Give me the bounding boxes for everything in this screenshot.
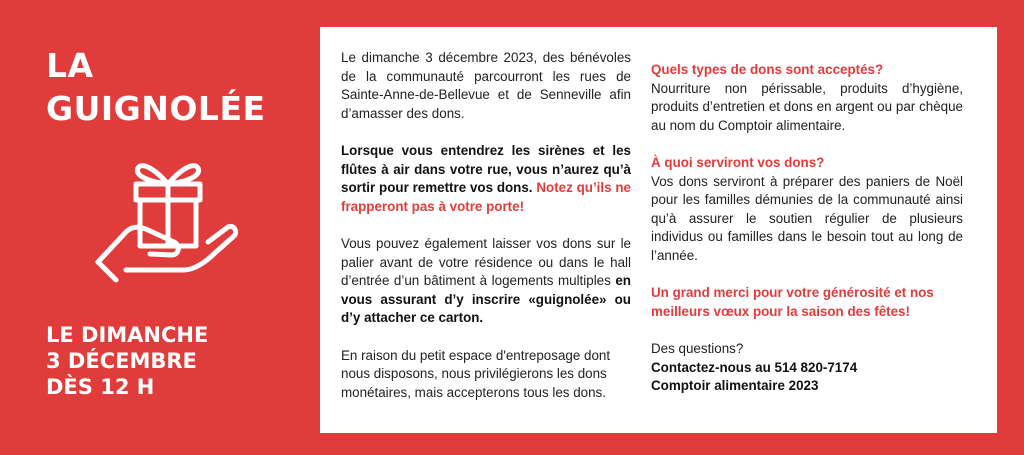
info-card xyxy=(320,27,997,433)
questions-label: Des questions? xyxy=(651,340,744,356)
drop-off-instruction: en vous assurant d’y inscrire «guignolée» ou d’y attacher ce carton. xyxy=(341,273,631,326)
title-line-2: GUIGNOLÉE xyxy=(46,89,266,128)
storage-paragraph: En raison du petit espace d'entreposage dont nous disposons, nous privilégierons les dons monétaires, mais accepterons tous les dons. xyxy=(341,347,611,400)
faq-accepted-heading: Quels types de dons sont acceptés? xyxy=(651,62,884,77)
no-knock-note: Notez qu’ils ne frapperont pas à votre porte! xyxy=(341,180,631,214)
date-line-2: 3 DÉCEMBRE xyxy=(46,349,197,373)
faq-accepted xyxy=(651,61,963,135)
drop-off-text: Vous pouvez également laisser vos dons sur le palier avant de votre résidence ou dans le hall d’entrée d’un bâtiment à logements multiples xyxy=(341,235,631,289)
date-line-3: DÈS 12 H xyxy=(46,375,155,399)
event-date xyxy=(46,322,208,400)
faq-usage xyxy=(651,154,963,266)
faq-usage-answer: Vos dons serviront à préparer des paniers de Noël pour les familles démunies de la communauté ainsi qu’à assurer le soutien régulier de plusieurs individus ou familles dans le besoin tout au long de l’année. xyxy=(651,173,963,263)
info-column-left xyxy=(341,49,631,421)
page-title xyxy=(46,44,266,130)
organization-name: Comptoir alimentaire 2023 xyxy=(651,378,819,394)
gift-in-hand-icon xyxy=(88,152,248,302)
faq-usage-heading: À quoi serviront vos dons? xyxy=(651,154,825,170)
title-line-1: LA xyxy=(46,46,94,85)
left-panel xyxy=(0,0,320,455)
info-column-right xyxy=(651,49,963,414)
faq-accepted-answer: Nourriture non périssable, produits d’hygiène, produits d’entretien et dons en argent ou par chèque au nom du Comptoir alimentaire. xyxy=(651,80,963,133)
contact-block xyxy=(651,340,963,396)
intro-paragraph: Le dimanche 3 décembre 2023, des bénévoles de la communauté parcourront les rues de Sainte-Anne-de-Bellevue et de Senneville afin d’amasser des dons. xyxy=(341,50,631,121)
sirens-paragraph xyxy=(341,142,631,216)
contact-phone: Contactez-nous au 514 820-7174 xyxy=(651,359,858,375)
thank-you-message: Un grand merci pour votre générosité et nos meilleurs vœux pour la saison des fêtes! xyxy=(651,285,934,319)
sirens-text: Lorsque vous entendrez les sirènes et les flûtes à air dans votre rue, vous n’aurez qu’à sortir pour remettre vos dons. xyxy=(341,142,631,196)
drop-off-paragraph xyxy=(341,235,631,328)
date-line-1: LE DIMANCHE xyxy=(46,323,209,347)
